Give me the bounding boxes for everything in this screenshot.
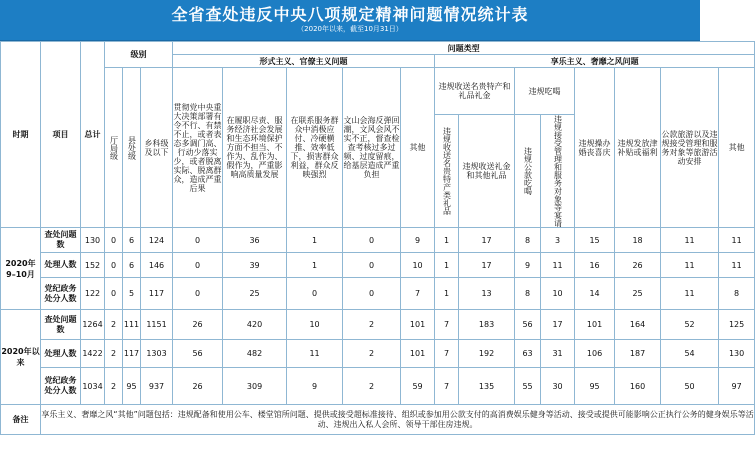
cell-f5: 7: [401, 278, 435, 310]
cell-wedding: 95: [575, 368, 615, 405]
cell-eat1: 8: [515, 228, 541, 253]
header-problem-type: 问题类型: [173, 42, 755, 55]
table-row: [1, 368, 755, 405]
cell-gift2: 17: [459, 253, 515, 278]
cell-xian: 5: [123, 278, 141, 310]
cell-f2: 36: [223, 228, 287, 253]
cell-other: 130: [719, 340, 755, 368]
cell-f4: 0: [343, 228, 401, 253]
cell-ting: 2: [105, 340, 123, 368]
header-hedonism-wedding: 违规操办婚丧喜庆: [575, 68, 615, 228]
cell-xian: 111: [123, 310, 141, 340]
cell-f1: 0: [173, 278, 223, 310]
cell-ting: 0: [105, 278, 123, 310]
cell-ting: 0: [105, 228, 123, 253]
cell-travel: 11: [661, 278, 719, 310]
cell-f3: 0: [287, 278, 343, 310]
cell-f3: 11: [287, 340, 343, 368]
header-gift-group: 违规收送名贵特产和礼品礼金: [435, 68, 515, 115]
cell-allowance: 187: [615, 340, 661, 368]
header-gift-cash: 违规收送礼金和其他礼品: [459, 115, 515, 228]
cell-f5: 9: [401, 228, 435, 253]
header-level-xian: 县处级: [123, 68, 141, 228]
cell-xian: 6: [123, 253, 141, 278]
cell-travel: 50: [661, 368, 719, 405]
cell-allowance: 18: [615, 228, 661, 253]
cell-other: 8: [719, 278, 755, 310]
row-label: 党纪政务处分人数: [41, 368, 81, 405]
cell-f2: 39: [223, 253, 287, 278]
cell-ting: 2: [105, 368, 123, 405]
header-formalism-1: 贯彻党中央重大决策部署有令不行、有禁不止，或者表态多调门高、行动少落实少，或者脱离实际、脱离群众，造成严重后果: [173, 68, 223, 228]
header-gift-specialty: 违规收送名贵特产类礼品: [435, 115, 459, 228]
page-title: 全省查处违反中央八项规定精神问题情况统计表: [171, 5, 529, 24]
cell-xiang: 1151: [141, 310, 173, 340]
page-subtitle: （2020年以来，截至10月31日）: [297, 25, 403, 33]
cell-f4: 2: [343, 310, 401, 340]
header-level-ting: 厅局级: [105, 68, 123, 228]
cell-xiang: 146: [141, 253, 173, 278]
cell-travel: 52: [661, 310, 719, 340]
cell-eat1: 9: [515, 253, 541, 278]
cell-travel: 11: [661, 228, 719, 253]
period-cell: 2020年9–10月: [1, 228, 41, 310]
cell-wedding: 101: [575, 310, 615, 340]
cell-other: 11: [719, 228, 755, 253]
cell-gift2: 17: [459, 228, 515, 253]
cell-gift1: 7: [435, 368, 459, 405]
cell-f1: 0: [173, 253, 223, 278]
cell-eat2: 30: [541, 368, 575, 405]
cell-f2: 25: [223, 278, 287, 310]
row-label: 查处问题数: [41, 228, 81, 253]
cell-gift1: 7: [435, 340, 459, 368]
cell-other: 11: [719, 253, 755, 278]
row-label: 处理人数: [41, 253, 81, 278]
cell-xiang: 937: [141, 368, 173, 405]
cell-ting: 0: [105, 253, 123, 278]
cell-other: 125: [719, 310, 755, 340]
cell-eat1: 55: [515, 368, 541, 405]
cell-total: 1422: [81, 340, 105, 368]
cell-f3: 10: [287, 310, 343, 340]
cell-eat2: 11: [541, 253, 575, 278]
cell-wedding: 106: [575, 340, 615, 368]
cell-f4: 2: [343, 340, 401, 368]
cell-travel: 11: [661, 253, 719, 278]
table-row: [1, 340, 755, 368]
header-formalism-4: 文山会海反弹回潮，文风会风不实不正，督查检查考核过多过频、过度留痕，给基层造成严重负担: [343, 68, 401, 228]
title-bar: [0, 0, 700, 42]
cell-allowance: 26: [615, 253, 661, 278]
cell-wedding: 16: [575, 253, 615, 278]
row-label: 处理人数: [41, 340, 81, 368]
cell-eat2: 10: [541, 278, 575, 310]
table-row: [1, 310, 755, 340]
cell-f1: 56: [173, 340, 223, 368]
header-formalism: 形式主义、官僚主义问题: [173, 55, 435, 68]
cell-gift1: 1: [435, 253, 459, 278]
cell-f5: 101: [401, 340, 435, 368]
header-formalism-other: 其他: [401, 68, 435, 228]
header-hedonism-travel: 公款旅游以及违规接受管理和服务对象等旅游活动安排: [661, 68, 719, 228]
cell-gift2: 192: [459, 340, 515, 368]
cell-allowance: 160: [615, 368, 661, 405]
cell-total: 122: [81, 278, 105, 310]
cell-xian: 95: [123, 368, 141, 405]
header-eat-group: 违规吃喝: [515, 68, 575, 115]
header-level: 级别: [105, 42, 173, 68]
header-total: 总计: [81, 42, 105, 228]
cell-f1: 0: [173, 228, 223, 253]
cell-f3: 1: [287, 253, 343, 278]
cell-f2: 420: [223, 310, 287, 340]
cell-f4: 0: [343, 278, 401, 310]
header-formalism-2: 在履职尽责、服务经济社会发展和生态环境保护方面不担当、不作为、乱作为、假作为，严重影响高质量发展: [223, 68, 287, 228]
header-hedonism: 享乐主义、奢靡之风问题: [435, 55, 755, 68]
table-row: [1, 253, 755, 278]
cell-allowance: 25: [615, 278, 661, 310]
header-eat-banquet: 违规接受管理和服务对象等宴请: [541, 115, 575, 228]
cell-f1: 26: [173, 368, 223, 405]
cell-wedding: 14: [575, 278, 615, 310]
cell-total: 1264: [81, 310, 105, 340]
cell-xiang: 124: [141, 228, 173, 253]
table-row: [1, 228, 755, 253]
cell-other: 97: [719, 368, 755, 405]
table-row: [1, 278, 755, 310]
cell-f5: 59: [401, 368, 435, 405]
stats-table: [0, 41, 755, 435]
cell-f2: 309: [223, 368, 287, 405]
cell-xian: 6: [123, 228, 141, 253]
cell-gift1: 1: [435, 278, 459, 310]
cell-gift2: 135: [459, 368, 515, 405]
cell-eat1: 8: [515, 278, 541, 310]
note-row: [1, 405, 755, 435]
cell-gift2: 183: [459, 310, 515, 340]
cell-gift1: 1: [435, 228, 459, 253]
cell-eat1: 63: [515, 340, 541, 368]
cell-f1: 26: [173, 310, 223, 340]
cell-total: 1034: [81, 368, 105, 405]
cell-f5: 10: [401, 253, 435, 278]
header-period: 时期: [1, 42, 41, 228]
cell-xiang: 1303: [141, 340, 173, 368]
cell-f2: 482: [223, 340, 287, 368]
note-text: 享乐主义、奢靡之风“其他”问题包括：违规配备和使用公车、楼堂馆所问题、提供或接受超标准接待、组织或参加用公款支付的高消费娱乐健身等活动、接受或提供可能影响公正执行公务的健身娱乐等活动、违规出入私人会所、领导干部住房违规。: [41, 405, 755, 435]
row-label: 查处问题数: [41, 310, 81, 340]
cell-eat2: 17: [541, 310, 575, 340]
cell-f3: 1: [287, 228, 343, 253]
cell-xian: 117: [123, 340, 141, 368]
period-cell: 2020年以来: [1, 310, 41, 405]
header-hedonism-other: 其他: [719, 68, 755, 228]
header-level-xiang: 乡科级及以下: [141, 68, 173, 228]
header-hedonism-allowance: 违规发放津补贴或福利: [615, 68, 661, 228]
cell-total: 152: [81, 253, 105, 278]
header-item: 项目: [41, 42, 81, 228]
cell-total: 130: [81, 228, 105, 253]
cell-xiang: 117: [141, 278, 173, 310]
header-eat-public: 违规公款吃喝: [515, 115, 541, 228]
cell-eat2: 3: [541, 228, 575, 253]
cell-f4: 2: [343, 368, 401, 405]
cell-f5: 101: [401, 310, 435, 340]
header-formalism-3: 在联系服务群众中消极应付、冷硬横推、效率低下，损害群众利益，群众反映强烈: [287, 68, 343, 228]
note-label: 备注: [1, 405, 41, 435]
cell-f3: 9: [287, 368, 343, 405]
row-label: 党纪政务处分人数: [41, 278, 81, 310]
cell-eat2: 31: [541, 340, 575, 368]
cell-travel: 54: [661, 340, 719, 368]
cell-allowance: 164: [615, 310, 661, 340]
cell-wedding: 15: [575, 228, 615, 253]
cell-gift2: 13: [459, 278, 515, 310]
cell-eat1: 56: [515, 310, 541, 340]
cell-f4: 0: [343, 253, 401, 278]
cell-gift1: 7: [435, 310, 459, 340]
cell-ting: 2: [105, 310, 123, 340]
